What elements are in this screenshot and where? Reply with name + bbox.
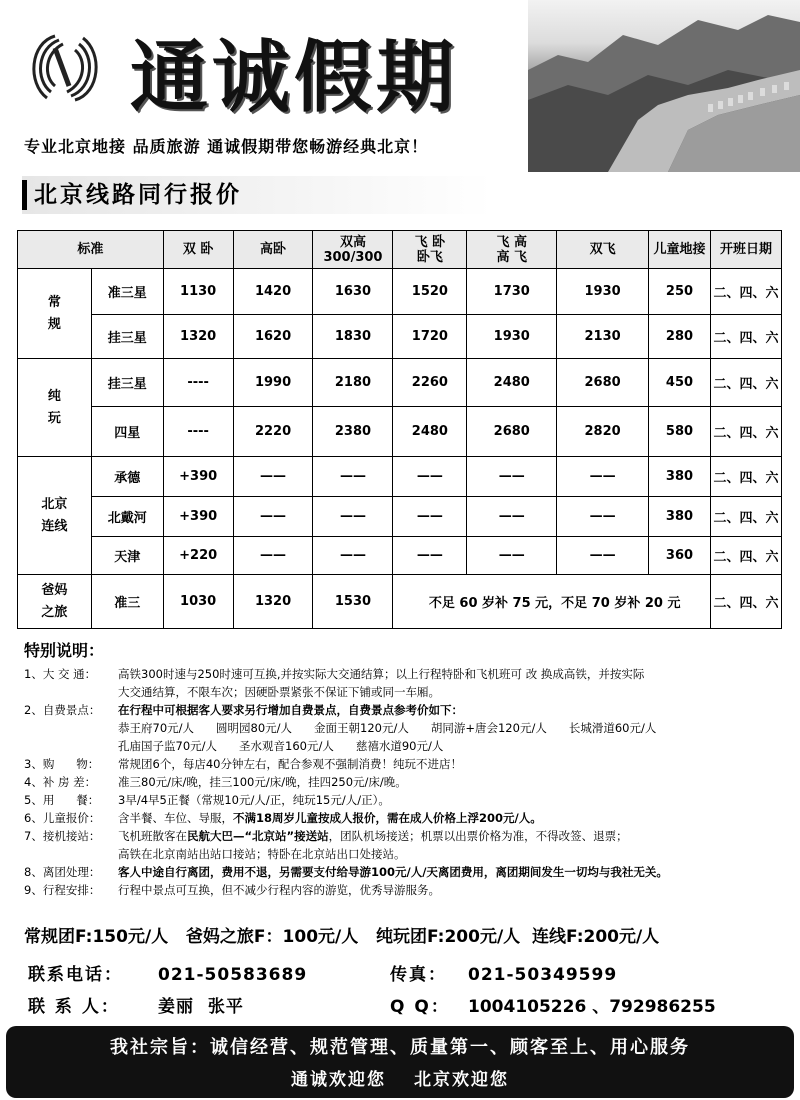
contact-person-label: 联 系 人： bbox=[28, 997, 120, 1017]
empty-cell: —— bbox=[313, 457, 393, 497]
price-cell: 1530 bbox=[313, 575, 393, 629]
price-cell: ---- bbox=[163, 359, 233, 407]
note-child-price bbox=[24, 809, 784, 827]
sights-list-a bbox=[24, 719, 784, 737]
price-cell: 1520 bbox=[393, 269, 467, 315]
price-cell: 2130 bbox=[557, 315, 649, 359]
schedule-cell: 二、四、六 bbox=[710, 575, 781, 629]
slogan: 专业北京地接 品质旅游 通诚假期带您畅游经典北京！ bbox=[24, 137, 429, 156]
empty-cell: —— bbox=[557, 537, 649, 575]
price-cell: 2680 bbox=[467, 407, 557, 457]
note-leaving-group bbox=[24, 863, 784, 881]
empty-cell: —— bbox=[393, 457, 467, 497]
footer-banner bbox=[6, 1026, 794, 1098]
price-cell: +390 bbox=[163, 457, 233, 497]
special-notes bbox=[24, 638, 784, 899]
note-label: 3、购 物： bbox=[24, 757, 100, 771]
group-label: 北京 连线 bbox=[18, 457, 92, 575]
qq-number[interactable]: 1004105226 、792986255 bbox=[468, 997, 716, 1017]
sub-label: 天津 bbox=[91, 537, 163, 575]
col-header-standard: 标准 bbox=[18, 231, 164, 269]
sight-item: 孔庙国子监70元/人 bbox=[118, 739, 218, 753]
empty-cell: —— bbox=[233, 537, 313, 575]
note-label: 6、儿童报价： bbox=[24, 811, 101, 825]
table-row bbox=[18, 269, 782, 315]
note-text-bold: 不满18周岁儿童按成人报价，需在成人价格上浮200元/人。 bbox=[233, 811, 542, 825]
schedule-cell: 二、四、六 bbox=[710, 497, 781, 537]
price-cell: 1620 bbox=[233, 315, 313, 359]
sight-item: 胡同游+唐会120元/人 bbox=[430, 721, 547, 735]
price-cell: 2260 bbox=[393, 359, 467, 407]
empty-cell: —— bbox=[557, 497, 649, 537]
sight-item: 长城滑道60元/人 bbox=[568, 721, 657, 735]
sub-label: 挂三星 bbox=[91, 359, 163, 407]
child-price-cell: 250 bbox=[649, 269, 711, 315]
col-header: 双飞 bbox=[557, 231, 649, 269]
welcome-text: 北京欢迎您 bbox=[414, 1070, 509, 1090]
note-label: 8、离团处理： bbox=[24, 865, 101, 879]
sub-label: 准三 bbox=[91, 575, 163, 629]
section-title: 北京线路同行报价 bbox=[22, 176, 492, 214]
note-label: 7、接机接站： bbox=[24, 829, 101, 843]
price-cell: 2820 bbox=[557, 407, 649, 457]
company-motto: 我社宗旨：诚信经营、规范管理、质量第一、顾客至上、用心服务 bbox=[110, 1037, 690, 1058]
note-text: 准三80元/床/晚，挂三100元/床/晚，挂四250元/床/晚。 bbox=[118, 775, 407, 789]
note-text-bold: 客人中途自行离团，费用不退，另需要支付给导游100元/人/天离团费用，离团期间发生一切均与我社无关。 bbox=[118, 865, 668, 879]
sight-item: 圣水观音160元/人 bbox=[239, 739, 334, 753]
table-row bbox=[18, 407, 782, 457]
table-header-row bbox=[18, 231, 782, 269]
col-header: 双 卧 bbox=[163, 231, 233, 269]
price-cell: 1420 bbox=[233, 269, 313, 315]
col-header: 高卧 bbox=[233, 231, 313, 269]
sight-item: 圆明园80元/人 bbox=[216, 721, 293, 735]
note-itinerary bbox=[24, 881, 784, 899]
welcome-text: 通诚欢迎您 bbox=[291, 1070, 386, 1090]
empty-cell: —— bbox=[467, 497, 557, 537]
note-label: 9、行程安排： bbox=[24, 883, 101, 897]
price-cell: 2480 bbox=[467, 359, 557, 407]
note-optional-sights bbox=[24, 701, 784, 719]
sub-label: 北戴河 bbox=[91, 497, 163, 537]
fax-label: 传真： bbox=[390, 965, 447, 985]
group-label: 纯 玩 bbox=[18, 359, 92, 457]
price-cell: 2480 bbox=[393, 407, 467, 457]
contact-row-person bbox=[28, 992, 716, 1017]
price-cell: 1320 bbox=[233, 575, 313, 629]
price-cell: 2380 bbox=[313, 407, 393, 457]
price-cell: 1030 bbox=[163, 575, 233, 629]
price-cell: 1930 bbox=[467, 315, 557, 359]
table-row bbox=[18, 575, 782, 629]
child-price-cell: 380 bbox=[649, 457, 711, 497]
note-text: 常规团6个，每店40分钟左右，配合参观不强制消费！纯玩不进店！ bbox=[118, 757, 462, 771]
table-row bbox=[18, 497, 782, 537]
col-header: 飞 高 高 飞 bbox=[467, 231, 557, 269]
sub-label: 挂三星 bbox=[91, 315, 163, 359]
group-fees: 常规团F:150元/人 爸妈之旅F：100元/人 纯玩团F:200元/人 连线F:200元/人 bbox=[24, 927, 660, 947]
price-cell: +220 bbox=[163, 537, 233, 575]
note-text: 行程中景点可互换，但不减少行程内容的游览，优秀导游服务。 bbox=[118, 883, 440, 897]
price-cell: +390 bbox=[163, 497, 233, 537]
contact-person: 姜丽 张平 bbox=[158, 997, 244, 1017]
price-cell: 1720 bbox=[393, 315, 467, 359]
sub-label: 四星 bbox=[91, 407, 163, 457]
schedule-cell: 二、四、六 bbox=[710, 537, 781, 575]
note-shopping bbox=[24, 755, 784, 773]
schedule-cell: 二、四、六 bbox=[710, 359, 781, 407]
phone-label: 联系电话： bbox=[28, 965, 123, 985]
note-transport-cont: 大交通结算，不限车次；因硬卧票紧张不保证下铺或同一车厢。 bbox=[118, 685, 440, 699]
price-cell: 1990 bbox=[233, 359, 313, 407]
empty-cell: —— bbox=[467, 537, 557, 575]
price-cell: 2220 bbox=[233, 407, 313, 457]
notes-title: 特别说明： bbox=[24, 641, 105, 660]
col-header: 开班日期 bbox=[710, 231, 781, 269]
schedule-cell: 二、四、六 bbox=[710, 315, 781, 359]
price-cell: 1830 bbox=[313, 315, 393, 359]
empty-cell: —— bbox=[313, 497, 393, 537]
note-pickup bbox=[24, 827, 784, 845]
child-price-cell: 380 bbox=[649, 497, 711, 537]
note-text: 含半餐、车位、导服， bbox=[118, 811, 233, 825]
empty-cell: —— bbox=[467, 457, 557, 497]
sight-item: 慈禧水道90元/人 bbox=[355, 739, 444, 753]
header bbox=[0, 0, 800, 175]
group-label: 常 规 bbox=[18, 269, 92, 359]
table-row bbox=[18, 359, 782, 407]
schedule-cell: 二、四、六 bbox=[710, 269, 781, 315]
col-header: 儿童地接 bbox=[649, 231, 711, 269]
note-meals bbox=[24, 791, 784, 809]
table-row bbox=[18, 537, 782, 575]
senior-surcharge-note: 不足 60 岁补 75 元，不足 70 岁补 20 元 bbox=[393, 575, 711, 629]
note-text: 在行程中可根据客人要求另行增加自费景点，自费景点参考价如下： bbox=[118, 703, 463, 717]
schedule-cell: 二、四、六 bbox=[710, 407, 781, 457]
note-label: 2、自费景点： bbox=[24, 703, 101, 717]
sight-item: 恭王府70元/人 bbox=[118, 721, 195, 735]
phone-number[interactable]: 021-50583689 bbox=[158, 965, 308, 985]
note-transport bbox=[24, 665, 784, 683]
group-label: 爸妈 之旅 bbox=[18, 575, 92, 629]
note-label: 4、补 房 差： bbox=[24, 775, 97, 789]
price-cell: 2180 bbox=[313, 359, 393, 407]
empty-cell: —— bbox=[233, 497, 313, 537]
empty-cell: —— bbox=[393, 537, 467, 575]
fax-number[interactable]: 021-50349599 bbox=[468, 965, 618, 985]
note-label: 5、用 餐： bbox=[24, 793, 100, 807]
price-cell: 1730 bbox=[467, 269, 557, 315]
sight-item: 金面王朝120元/人 bbox=[314, 721, 409, 735]
price-cell: 1630 bbox=[313, 269, 393, 315]
note-room-supplement bbox=[24, 773, 784, 791]
empty-cell: —— bbox=[313, 537, 393, 575]
sub-label: 准三星 bbox=[91, 269, 163, 315]
col-header: 飞 卧 卧飞 bbox=[393, 231, 467, 269]
brand-name: 通诚假期 bbox=[130, 33, 459, 123]
child-price-cell: 360 bbox=[649, 537, 711, 575]
price-cell: 1130 bbox=[163, 269, 233, 315]
note-pickup-cont: 高铁在北京南站出站口接站；特卧在北京站出口处接站。 bbox=[118, 847, 406, 861]
table-row bbox=[18, 315, 782, 359]
note-text: ，团队机场接送；机票以出票价格为准，不得改签、退票； bbox=[328, 829, 628, 843]
contact-row-phone bbox=[28, 960, 617, 985]
child-price-cell: 280 bbox=[649, 315, 711, 359]
note-text: 3早/4早5正餐（常规10元/人/正，纯玩15元/人/正）。 bbox=[118, 793, 390, 807]
welcome-line bbox=[6, 1065, 794, 1090]
price-cell: 1320 bbox=[163, 315, 233, 359]
child-price-cell: 450 bbox=[649, 359, 711, 407]
sub-label: 承德 bbox=[91, 457, 163, 497]
price-cell: ---- bbox=[163, 407, 233, 457]
price-cell: 1930 bbox=[557, 269, 649, 315]
empty-cell: —— bbox=[557, 457, 649, 497]
price-cell: 2680 bbox=[557, 359, 649, 407]
empty-cell: —— bbox=[393, 497, 467, 537]
child-price-cell: 580 bbox=[649, 407, 711, 457]
note-text: 高铁300时速与250时速可互换,并按实际大交通结算；以上行程特卧和飞机班可 改 换成高铁，并按实际 bbox=[118, 667, 645, 681]
brand-logo-icon bbox=[25, 28, 105, 108]
schedule-cell: 二、四、六 bbox=[710, 457, 781, 497]
note-label: 1、大 交 通： bbox=[24, 667, 97, 681]
col-header: 双高 300/300 bbox=[313, 231, 393, 269]
table-row bbox=[18, 457, 782, 497]
note-text-bold: 民航大巴—“北京站”接送站 bbox=[187, 829, 329, 843]
great-wall-photo bbox=[528, 0, 800, 172]
qq-label: Q Q： bbox=[390, 997, 450, 1017]
price-table bbox=[17, 230, 782, 629]
sights-list-b bbox=[24, 737, 784, 755]
empty-cell: —— bbox=[233, 457, 313, 497]
note-text: 飞机班散客在 bbox=[118, 829, 187, 843]
